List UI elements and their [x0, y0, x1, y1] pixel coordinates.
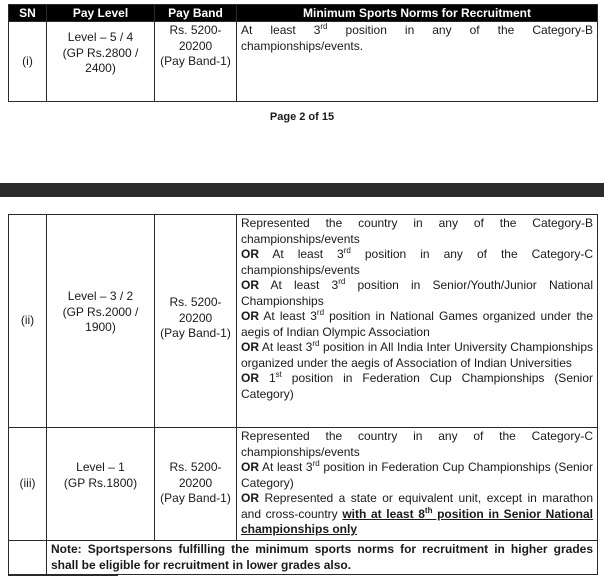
norm-text: Represented the country in any of the Category-C championships/events	[241, 429, 593, 459]
band-line: 20200	[178, 310, 213, 325]
band-line: (Pay Band-1)	[160, 491, 231, 505]
norm-text: OR At least 3rd position in All India Inter University Championships organized under the aegis of Association of Indian Universities	[241, 339, 593, 370]
band-line: 20200	[178, 38, 213, 53]
band-line: Rs. 5200-	[169, 295, 222, 309]
level-line: Level – 3 / 2	[67, 289, 134, 303]
band-line: Rs. 5200-	[169, 460, 222, 474]
row-pay-band	[155, 428, 237, 541]
band-line: (Pay Band-1)	[160, 54, 231, 68]
norm-text: OR At least 3rd position in any of the Category-C championships/events	[241, 246, 593, 277]
band-line: (Pay Band-1)	[160, 326, 231, 340]
norm-text: OR At least 3rd position in Federation Cup Championships (Senior Category)	[241, 459, 594, 490]
row-pay-band	[155, 215, 237, 428]
band-line: 20200	[178, 475, 213, 490]
norms-table-part-2	[8, 214, 598, 575]
table-header-row	[9, 5, 598, 22]
page-divider	[0, 183, 604, 197]
norms-table-part-1	[8, 4, 598, 102]
level-line: 2400)	[85, 61, 116, 75]
row-pay-level	[47, 22, 155, 102]
table-row	[9, 428, 598, 541]
level-line: 1900)	[85, 320, 116, 334]
row-pay-band	[155, 22, 237, 102]
row-norms	[237, 215, 598, 428]
note-spacer	[9, 541, 47, 575]
row-pay-level	[47, 428, 155, 541]
level-line: (GP Rs.2000 /	[62, 304, 139, 319]
table-row	[9, 215, 598, 428]
row-norms	[237, 22, 598, 102]
header-norms: Minimum Sports Norms for Recruitment	[237, 5, 598, 22]
norm-text: OR Represented a state or equivalent unit, except in marathon and cross-country with at least 8th position in Senior National championships only	[241, 491, 593, 536]
band-line: Rs. 5200-	[169, 23, 222, 37]
level-line: (GP Rs.2800 /	[62, 45, 139, 60]
header-pay-band: Pay Band	[155, 5, 237, 22]
row-norms	[237, 428, 598, 541]
table-row	[9, 22, 598, 102]
row-sn: (i)	[9, 22, 47, 102]
row-sn: (iii)	[9, 428, 47, 541]
header-sn: SN	[9, 5, 47, 22]
norm-text: At least 3rd position in any of the Category-B championships/events.	[241, 22, 594, 53]
level-line: Level – 5 / 4	[67, 30, 134, 44]
norm-text: OR At least 3rd position in Senior/Youth/Junior National Championships	[241, 277, 593, 308]
page-number: Page 2 of 15	[269, 111, 335, 123]
row-sn: (ii)	[9, 215, 47, 428]
norm-text: OR 1st position in Federation Cup Championships (Senior Category)	[241, 370, 593, 401]
note-text: Note: Sportspersons fulfilling the minimum sports norms for recruitment in higher grades shall be eligible for recruitment in lower grades also.	[47, 541, 598, 575]
level-line: Level – 1	[76, 460, 125, 474]
norm-text: OR At least 3rd position in National Games organized under the aegis of Indian Olympic Association	[241, 308, 593, 339]
note-row	[9, 541, 598, 575]
header-pay-level: Pay Level	[47, 5, 155, 22]
row-pay-level	[47, 215, 155, 428]
level-line: (GP Rs.1800)	[63, 475, 138, 490]
norm-text: Represented the country in any of the Category-B championships/events	[241, 216, 593, 246]
